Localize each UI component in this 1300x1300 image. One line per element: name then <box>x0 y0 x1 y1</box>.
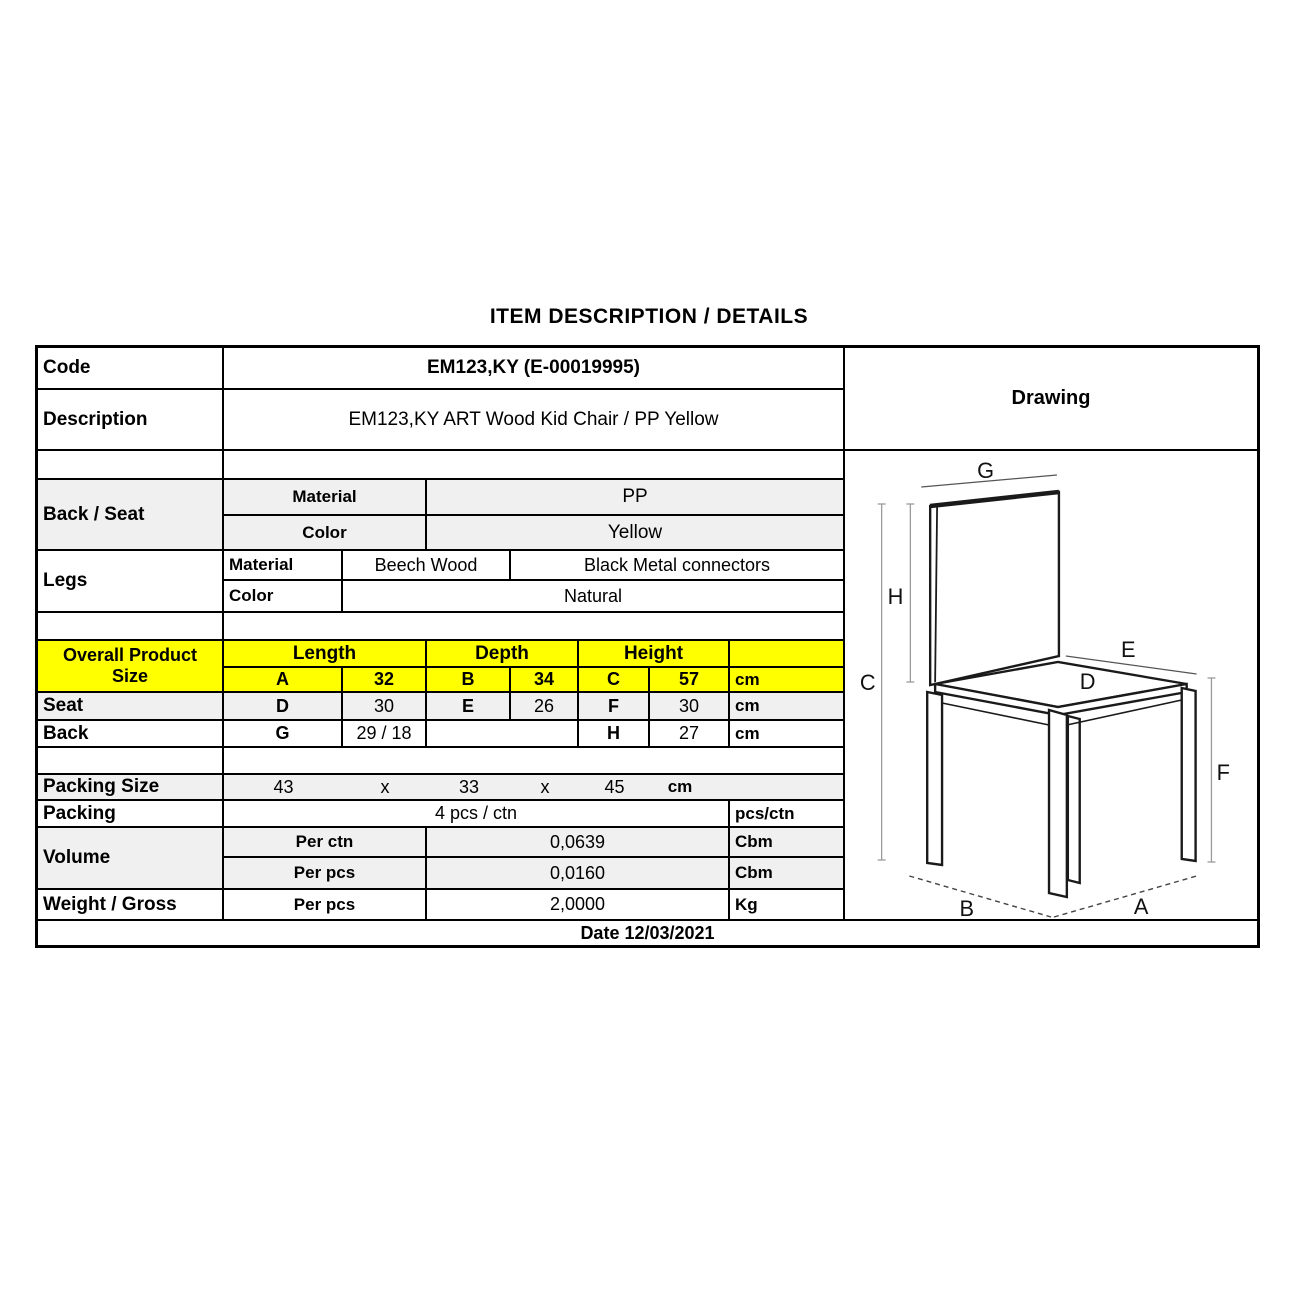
dim-label-g: G <box>977 457 995 484</box>
legs-color-value: Natural <box>342 580 844 612</box>
chair-backrest <box>930 492 1059 685</box>
drawing-panel <box>844 450 1258 920</box>
page-title: ITEM DESCRIPTION / DETAILS <box>489 305 809 328</box>
dim-label-d: D <box>1079 668 1096 695</box>
size-table-label-line1: Overall Product <box>62 645 198 666</box>
chair-right-leg <box>1182 688 1196 861</box>
spec-table <box>35 345 1260 948</box>
packing-value: 4 pcs / ctn <box>223 800 729 827</box>
legs-material-value-1: Beech Wood <box>342 550 510 580</box>
size-header-length: Length <box>223 640 426 667</box>
overall-c-key: C <box>578 667 649 692</box>
back-h-value: 27 <box>649 720 729 747</box>
size-table-label-line2: Size <box>111 666 149 686</box>
overall-unit: cm <box>729 667 844 692</box>
back-seat-color-value: Yellow <box>426 515 844 550</box>
seat-d-key: D <box>223 692 342 720</box>
packing-size-x2: x <box>540 776 550 797</box>
dim-label-b: B <box>959 895 975 919</box>
overall-c-value: 57 <box>649 667 729 692</box>
back-row-label: Back <box>37 720 223 747</box>
packing-label: Packing <box>37 800 223 827</box>
back-seat-color-label: Color <box>223 515 426 550</box>
legs-label: Legs <box>37 550 223 612</box>
date-row: Date 12/03/2021 <box>37 920 1258 946</box>
spacer-cell <box>223 612 844 640</box>
code-label: Code <box>37 347 223 389</box>
back-seat-label: Back / Seat <box>37 479 223 550</box>
size-header-depth: Depth <box>426 640 578 667</box>
dim-label-a: A <box>1133 893 1149 919</box>
overall-a-value: 32 <box>342 667 426 692</box>
seat-f-key: F <box>578 692 649 720</box>
volume-per-ctn-unit: Cbm <box>729 827 844 857</box>
legs-material-value-2: Black Metal connectors <box>510 550 844 580</box>
packing-size-v2: 33 <box>458 776 480 797</box>
packing-size-label: Packing Size <box>37 774 223 800</box>
volume-per-pcs-label: Per pcs <box>223 857 426 889</box>
volume-per-pcs-value: 0,0160 <box>426 857 729 889</box>
packing-size-v1: 43 <box>273 776 294 797</box>
overall-a-key: A <box>223 667 342 692</box>
legs-material-label: Material <box>223 550 342 580</box>
volume-per-pcs-unit: Cbm <box>729 857 844 889</box>
seat-f-value: 30 <box>649 692 729 720</box>
seat-row-label: Seat <box>37 692 223 720</box>
chair-back-leg <box>1068 716 1080 883</box>
overall-b-key: B <box>426 667 510 692</box>
back-unit: cm <box>729 720 844 747</box>
packing-size-unit: cm <box>667 777 693 796</box>
back-seat-material-label: Material <box>223 479 426 515</box>
packing-size-values <box>223 774 844 800</box>
size-header-unit-blank <box>729 640 844 667</box>
packing-size-x1: x <box>380 776 390 797</box>
size-table-label <box>37 640 223 692</box>
packing-unit: pcs/ctn <box>729 800 844 827</box>
back-g-key: G <box>223 720 342 747</box>
volume-per-ctn-label: Per ctn <box>223 827 426 857</box>
volume-label: Volume <box>37 827 223 889</box>
seat-d-value: 30 <box>342 692 426 720</box>
seat-e-value: 26 <box>510 692 578 720</box>
dim-label-f: F <box>1216 759 1230 786</box>
spacer-cell <box>37 747 223 774</box>
weight-value: 2,0000 <box>426 889 729 920</box>
spacer-cell <box>223 450 844 479</box>
weight-per-pcs-label: Per pcs <box>223 889 426 920</box>
overall-b-value: 34 <box>510 667 578 692</box>
weight-label: Weight / Gross <box>37 889 223 920</box>
legs-color-label: Color <box>223 580 342 612</box>
size-header-height: Height <box>578 640 729 667</box>
chair-front-leg <box>1049 710 1067 897</box>
seat-e-key: E <box>426 692 510 720</box>
code-value: EM123,KY (E-00019995) <box>223 347 844 389</box>
back-depth-blank <box>426 720 578 747</box>
dim-label-e: E <box>1120 636 1136 663</box>
chair-drawing <box>845 451 1257 919</box>
spacer-cell <box>37 612 223 640</box>
spacer-cell <box>223 747 844 774</box>
dim-label-h: H <box>887 583 904 610</box>
seat-unit: cm <box>729 692 844 720</box>
spacer-cell <box>37 450 223 479</box>
back-seat-material-value: PP <box>426 479 844 515</box>
description-value: EM123,KY ART Wood Kid Chair / PP Yellow <box>223 389 844 450</box>
packing-size-v3: 45 <box>604 776 625 797</box>
volume-per-ctn-value: 0,0639 <box>426 827 729 857</box>
description-label: Description <box>37 389 223 450</box>
dim-label-c: C <box>859 669 876 696</box>
chair-left-leg <box>927 692 942 865</box>
back-h-key: H <box>578 720 649 747</box>
drawing-title: Drawing <box>844 347 1258 450</box>
weight-unit: Kg <box>729 889 844 920</box>
back-g-value: 29 / 18 <box>342 720 426 747</box>
